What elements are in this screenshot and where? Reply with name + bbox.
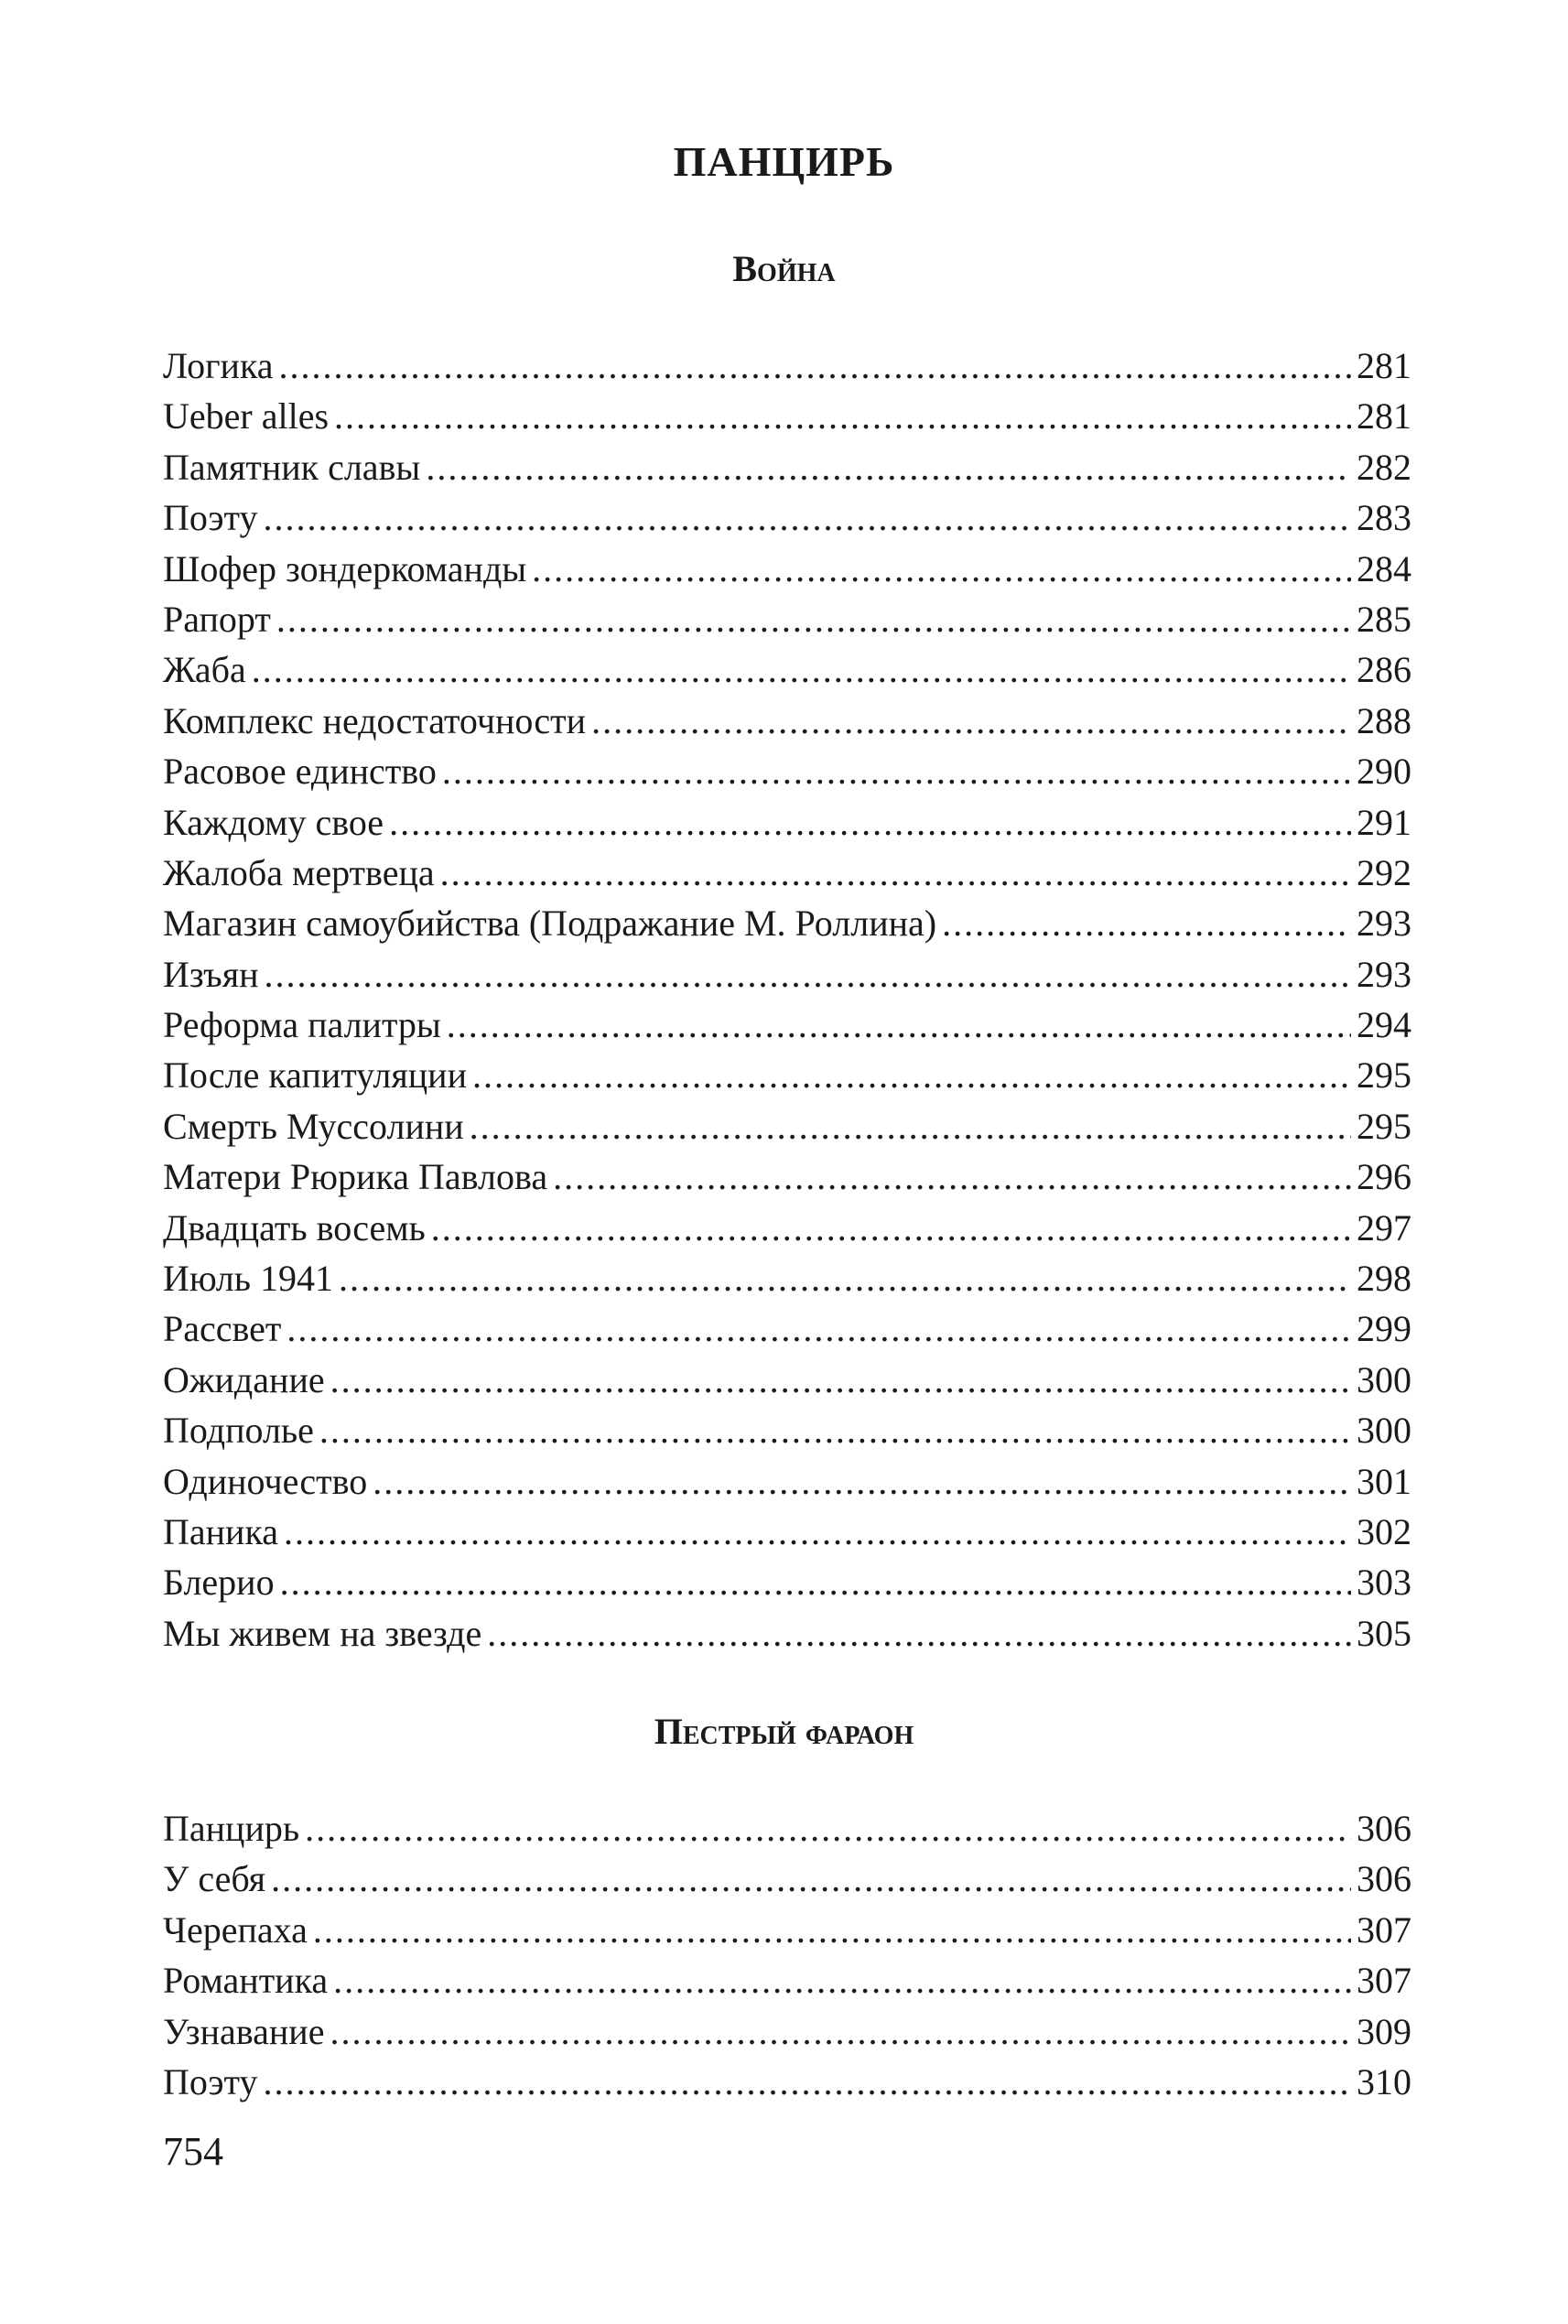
dot-leader (389, 797, 1351, 848)
dot-leader (426, 442, 1351, 492)
toc-entry (163, 1955, 1411, 2005)
toc-entry-page: 283 (1357, 497, 1411, 539)
dot-leader (942, 898, 1351, 948)
toc-entry (163, 1303, 1411, 1354)
toc-entry (163, 1557, 1411, 1607)
toc-entry-page: 294 (1357, 1004, 1411, 1046)
toc-entry-title: Подполье (163, 1410, 314, 1452)
toc-list-voina (163, 340, 1411, 1659)
toc-entry-page: 297 (1357, 1206, 1411, 1248)
toc-entry-page: 282 (1357, 446, 1411, 488)
toc-entry-title: Жаба (163, 649, 246, 691)
toc-entry-title: Реформа палитры (163, 1004, 441, 1046)
toc-entry (163, 696, 1411, 746)
dot-leader (431, 1203, 1351, 1253)
toc-entry-page: 290 (1357, 751, 1411, 793)
toc-entry-page: 292 (1357, 851, 1411, 893)
toc-entry (163, 1101, 1411, 1151)
toc-entry-page: 309 (1357, 2010, 1411, 2052)
toc-entry (163, 492, 1411, 543)
toc-list-pestryi-faraon (163, 1803, 1411, 2107)
toc-entry-page: 291 (1357, 801, 1411, 843)
toc-entry (163, 1803, 1411, 1854)
toc-entry-page: 293 (1357, 953, 1411, 995)
toc-entry (163, 594, 1411, 644)
dot-leader (319, 1405, 1351, 1455)
page-number: 754 (163, 2129, 223, 2174)
dot-leader (334, 391, 1351, 441)
toc-entry-title: Матери Рюрика Павлова (163, 1156, 548, 1198)
toc-entry-page: 281 (1357, 395, 1411, 438)
dot-leader (280, 1557, 1351, 1607)
toc-entry (163, 1253, 1411, 1303)
toc-entry-page: 300 (1357, 1410, 1411, 1452)
toc-entry-title: Логика (163, 345, 274, 386)
toc-entry (163, 949, 1411, 1000)
toc-entry-title: У себя (163, 1858, 266, 1900)
toc-entry-title: Изъян (163, 953, 259, 995)
dot-leader (264, 2057, 1352, 2107)
toc-entry (163, 848, 1411, 898)
dot-leader (279, 340, 1351, 391)
dot-leader (447, 1000, 1351, 1050)
toc-entry-title: Черепаха (163, 1908, 308, 1951)
toc-entry-title: Магазин самоубийства (Подражание М. Роллина) (163, 903, 937, 945)
toc-entry (163, 1854, 1411, 1904)
toc-entry (163, 2006, 1411, 2057)
dot-leader (339, 1253, 1351, 1303)
toc-entry-page: 288 (1357, 699, 1411, 741)
toc-entry (163, 797, 1411, 848)
dot-leader (276, 594, 1351, 644)
toc-entry (163, 1405, 1411, 1455)
toc-entry-title: Памятник славы (163, 446, 421, 488)
dot-leader (252, 644, 1351, 695)
toc-entry-title: Узнавание (163, 2010, 325, 2052)
toc-entry (163, 1151, 1411, 1202)
toc-entry (163, 442, 1411, 492)
toc-entry-page: 303 (1357, 1562, 1411, 1604)
toc-entry-page: 286 (1357, 649, 1411, 691)
toc-entry-page: 307 (1357, 1908, 1411, 1951)
section-heading-pestryi-faraon: Пестрый фараон (654, 1711, 914, 1752)
toc-entry (163, 1456, 1411, 1507)
toc-entry-title: Расовое единство (163, 751, 437, 793)
toc-entry-page: 305 (1357, 1612, 1411, 1654)
toc-entry-title: Жалоба мертвеца (163, 851, 435, 893)
toc-entry-title: Мы живем на звезде (163, 1612, 482, 1654)
dot-leader (271, 1854, 1351, 1904)
toc-entry-title: Каждому свое (163, 801, 384, 843)
toc-entry-page: 285 (1357, 598, 1411, 640)
dot-leader (330, 1355, 1351, 1405)
dot-leader (264, 492, 1352, 543)
toc-entry-page: 295 (1357, 1105, 1411, 1147)
toc-entry (163, 544, 1411, 594)
toc-entry-title: Поэту (163, 497, 258, 539)
toc-entry (163, 644, 1411, 695)
toc-entry-title: Смерть Муссолини (163, 1105, 464, 1147)
toc-entry-page: 306 (1357, 1808, 1411, 1849)
toc-entry-title: Рассвет (163, 1308, 282, 1350)
toc-entry-page: 281 (1357, 345, 1411, 386)
toc-entry-title: Блерио (163, 1562, 275, 1604)
toc-entry-title: Ueber alles (163, 395, 330, 438)
toc-entry-page: 300 (1357, 1358, 1411, 1400)
dot-leader (553, 1151, 1351, 1202)
toc-entry-title: Двадцать восемь (163, 1206, 426, 1248)
dot-leader (373, 1456, 1351, 1507)
dot-leader (265, 949, 1352, 1000)
toc-entry (163, 1203, 1411, 1253)
toc-entry (163, 1507, 1411, 1557)
toc-entry-title: Июль 1941 (163, 1258, 333, 1300)
toc-entry-title: После капитуляции (163, 1054, 467, 1097)
toc-entry-title: Шофер зондеркоманды (163, 547, 527, 589)
dot-leader (330, 2006, 1351, 2057)
toc-entry (163, 391, 1411, 441)
toc-entry (163, 898, 1411, 948)
toc-entry-page: 296 (1357, 1156, 1411, 1198)
toc-entry-title: Романтика (163, 1960, 329, 2002)
toc-entry-page: 301 (1357, 1460, 1411, 1502)
toc-entry (163, 1355, 1411, 1405)
toc-entry-page: 302 (1357, 1510, 1411, 1552)
dot-leader (472, 1050, 1351, 1100)
toc-entry-page: 307 (1357, 1960, 1411, 2002)
toc-entry-page: 295 (1357, 1054, 1411, 1097)
toc-entry (163, 1000, 1411, 1050)
toc-entry-title: Комплекс недостаточности (163, 699, 587, 741)
toc-entry-title: Ожидание (163, 1358, 325, 1400)
toc-entry (163, 340, 1411, 391)
dot-leader (284, 1507, 1351, 1557)
toc-entry-title: Панцирь (163, 1808, 300, 1849)
toc-entry (163, 1608, 1411, 1659)
toc-entry (163, 2057, 1411, 2107)
dot-leader (470, 1101, 1351, 1151)
toc-entry (163, 1050, 1411, 1100)
toc-entry-title: Рапорт (163, 598, 271, 640)
dot-leader (333, 1955, 1351, 2005)
toc-entry (163, 746, 1411, 796)
toc-entry-title: Паника (163, 1510, 279, 1552)
dot-leader (287, 1303, 1351, 1354)
book-title: ПАНЦИРЬ (673, 138, 895, 185)
dot-leader (487, 1608, 1351, 1659)
dot-leader (305, 1803, 1351, 1854)
toc-entry-page: 310 (1357, 2060, 1411, 2102)
section-heading-voina: Война (732, 248, 836, 289)
dot-leader (442, 746, 1351, 796)
toc-entry-page: 298 (1357, 1258, 1411, 1300)
dot-leader (440, 848, 1351, 898)
dot-leader (591, 696, 1351, 746)
dot-leader (313, 1905, 1351, 1955)
toc-entry-page: 306 (1357, 1858, 1411, 1900)
toc-entry-title: Поэту (163, 2060, 258, 2102)
toc-entry-page: 293 (1357, 903, 1411, 945)
toc-entry-page: 284 (1357, 547, 1411, 589)
dot-leader (532, 544, 1351, 594)
toc-entry-title: Одиночество (163, 1460, 368, 1502)
toc-entry-page: 299 (1357, 1308, 1411, 1350)
toc-entry (163, 1905, 1411, 1955)
